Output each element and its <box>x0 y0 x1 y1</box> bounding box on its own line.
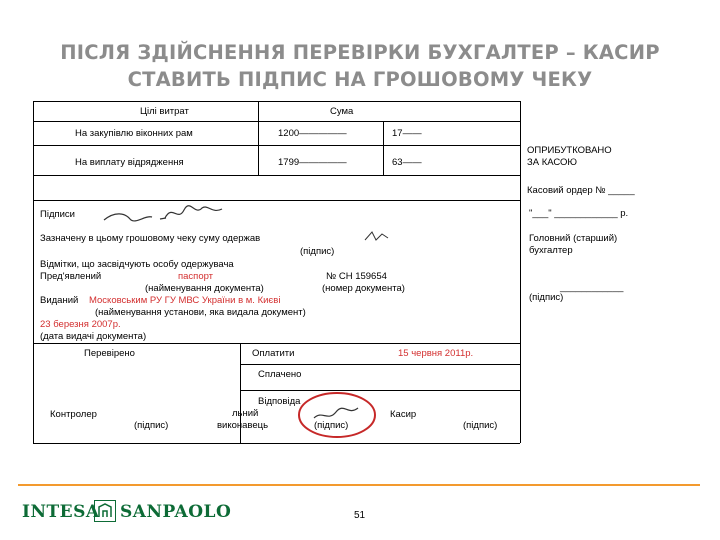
row1-purpose: На закупівлю віконних рам <box>75 128 193 139</box>
pay-label: Оплатити <box>252 348 295 359</box>
cashier-sign-caption: (підпис) <box>463 420 498 431</box>
responsible-line-3: виконавець <box>217 420 269 431</box>
footer-divider <box>18 484 700 486</box>
received-text: Зазначену в цьому грошовому чеку суму одержав <box>40 233 261 244</box>
page-title-line-1: ПІСЛЯ ЗДІЙСНЕННЯ ПЕРЕВІРКИ БУХГАЛТЕР – КАСИР <box>60 41 660 64</box>
stamp-line-2: ЗА КАСОЮ <box>527 157 578 168</box>
logo-intesa: INTESA <box>22 502 100 522</box>
page-title-line-2: СТАВИТЬ ПІДПИС НА ГРОШОВОМУ ЧЕКУ <box>127 68 593 91</box>
responsible-line-2: льний <box>232 408 259 419</box>
chief-accountant-line-2: бухгалтер <box>529 245 573 256</box>
issuer-caption: (найменування установи, яка видала документ) <box>95 307 306 318</box>
presented-label: Пред'явлений <box>40 271 102 282</box>
empty-row-line <box>33 200 520 201</box>
kop-column-line <box>383 121 384 175</box>
signature-scribble-2 <box>160 200 230 226</box>
row1-sum: 1200————— <box>278 128 347 139</box>
page-number: 51 <box>354 510 366 521</box>
signatures-label: Підписи <box>40 209 75 220</box>
document-number-caption: (номер документа) <box>322 283 405 294</box>
responsible-sign-caption: (підпис) <box>314 420 349 431</box>
document-name-caption: (найменування документа) <box>145 283 264 294</box>
cashier-label: Касир <box>390 409 417 420</box>
paid-row-line <box>240 390 520 391</box>
header-purpose: Цілі витрат <box>140 106 189 117</box>
frame-right <box>520 101 521 443</box>
row2-sum: 1799————— <box>278 157 347 168</box>
row2-purpose: На виплату відрядження <box>75 157 184 168</box>
chief-sign-caption: (підпис) <box>529 292 564 303</box>
received-sign-caption: (підпис) <box>300 246 335 257</box>
cash-order-number: Касовий ордер № _____ <box>527 185 635 196</box>
logo-sanpaolo: SANPAOLO <box>120 502 232 522</box>
controller-sign-caption: (підпис) <box>134 420 169 431</box>
chief-sign-line: ____________ <box>560 282 624 293</box>
cash-order-date: "___" ____________ р. <box>529 208 629 219</box>
frame-bottom <box>33 443 520 444</box>
issue-date-caption: (дата видачі документа) <box>40 331 147 342</box>
issued-label: Виданий <box>40 295 79 306</box>
header-sum: Сума <box>330 106 354 117</box>
frame-top <box>33 101 520 102</box>
body-bottom-line <box>33 343 520 344</box>
row1-line <box>33 145 520 146</box>
document-number: № СН 159654 <box>326 271 387 282</box>
header-row-line <box>33 121 520 122</box>
document-type: паспорт <box>178 271 214 282</box>
checked-label: Перевірено <box>84 348 135 359</box>
signature-scribble-3 <box>362 226 392 246</box>
chief-accountant-line-1: Головний (старший) <box>529 233 618 244</box>
pay-row-line <box>240 364 520 365</box>
responsible-line-1: Відповіда <box>258 396 301 407</box>
logo-mark-icon <box>94 500 116 522</box>
issued-by: Московським РУ ГУ МВС України в м. Києві <box>89 295 281 306</box>
controller-label: Контролер <box>50 409 97 420</box>
paid-label: Сплачено <box>258 369 302 380</box>
row1-kop: 17—— <box>392 128 422 139</box>
issue-date: 23 березня 2007р. <box>40 319 121 330</box>
pay-date: 15 червня 2011р. <box>398 348 474 359</box>
row2-kop: 63—— <box>392 157 422 168</box>
stamp-line-1: ОПРИБУТКОВАНО <box>527 145 612 156</box>
cashier-signature-circle <box>296 390 378 440</box>
sum-column-line <box>258 101 259 175</box>
frame-left <box>33 101 34 443</box>
id-marks-text: Відмітки, що засвідчують особу одержувача <box>40 259 234 270</box>
row2-line <box>33 175 520 176</box>
